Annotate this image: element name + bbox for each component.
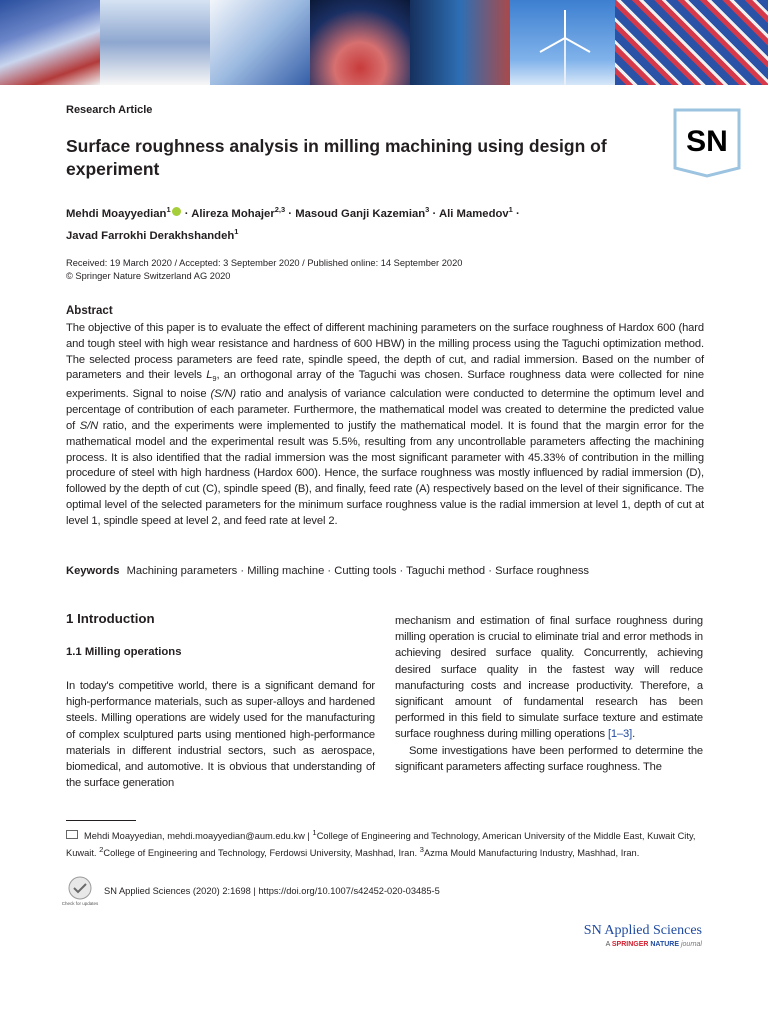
banner-image-4 <box>310 0 410 85</box>
journal-name: SN Applied Sciences <box>583 923 702 938</box>
footnote-divider <box>66 820 136 821</box>
envelope-icon <box>66 830 78 839</box>
article-type: Research Article <box>66 104 153 116</box>
paragraph-1: mechanism and estimation of final surface roughness during milling operation is crucial to eliminate trial and error methods in achieving desired surface quality. Concurrently, achieving desired surface quality in the fastest way will reduce manufacturing costs and increase productivity. Therefore, a significant amount of fundamental research has been performed in this field to simulate surface texture and estimate surface roughness during milling operations [1–3]. <box>395 615 703 741</box>
banner-image-3 <box>210 0 310 85</box>
author-separator: · <box>285 207 296 220</box>
publication-dates <box>66 257 462 283</box>
check-for-updates-label: Check for updates <box>61 901 99 906</box>
abstract-heading: Abstract <box>66 305 113 317</box>
banner-image-5 <box>410 0 510 85</box>
springer-label: SPRINGER <box>611 941 649 948</box>
author-name[interactable]: Alireza Mohajer <box>191 207 275 220</box>
author-name[interactable]: Javad Farrokhi Derakhshandeh <box>66 229 235 242</box>
header-banner <box>0 0 768 85</box>
keywords-label: Keywords <box>66 565 120 577</box>
taguchi-L: L <box>206 369 213 382</box>
author-footnote: Mehdi Moayyedian, mehdi.moayyedian@aum.edu.kw | $^1$College of Engineering and Technology, American University of the Middle East, Kuwait City, Kuwait. $^2$College of Engineering and Technology, Ferdowsi University, Mashhad, Iran. $^3$Azma Mould Manufacturing Industry, Mashhad, Iran. <box>66 828 696 859</box>
nature-label: NATURE <box>650 941 680 948</box>
author-affiliation: 1 <box>234 226 239 236</box>
article-title: Surface roughness analysis in milling machining using design of experiment <box>66 136 607 179</box>
svg-text:SN: SN <box>686 125 728 158</box>
section-heading-introduction: 1 Introduction <box>66 611 155 626</box>
wind-turbine-icon <box>530 8 600 85</box>
banner-image-7 <box>615 0 768 85</box>
sn-journal-logo <box>673 108 741 176</box>
body-column-left: In today's competitive world, there is a significant demand for high-performance materials, such as super-alloys and hardened steels. Milling operations are widely used for the manufacturing of complex sculptured parts using mentioned high-performance materials in different industrial sectors, such as aerospace, biomedical, and automotive. It is obvious that understanding of the surface generation <box>66 680 375 790</box>
author-affiliation: 1 <box>166 205 171 214</box>
abstract-body: The objective of this paper is to evaluate the effect of different machining parameters on the surface roughness of Hardox 600 (hard and tough steel with high wear resistance and hardness of 600 HBW) in the milling process using the Taguchi optimization method. The selected process parameters are feed rate, spindle speed, the depth of cut, and radial immersion. Based on the number of parameters and their levels $L_9$, an orthogonal array of the Taguchi was chosen. Surface roughness data were collected for nine experiments. Signal to noise (S/N) ratio and analysis of variance calculation were conducted to determine the optimum level and percentage of contribution of each parameter. Furthermore, the mathematical model was created to determine the predicted value of S/N ratio, and the experiments were implemented to justify the mathematical model. It is found that the margin error for the mathematical model and the experimental result was 5.5%, resulting from any uncontrollable parameters affecting the machining process. It is also identified that the radial immersion was the most significant parameter with 45.33% of contribution in the milling procedure of steel with high hardness (Hardox 600). Hence, the surface roughness was mostly influenced by radial immersion (D), followed by the depth of cut (C), spindle speed (B), and finally, feed rate (A) respectively based on the level of their significance. The optimal level of the selected parameters for the minimum surface roughness value is the radial immersion at level 1, depth of cut at level 1, spindle speed at level 2, and feed rate at level 2. <box>66 322 704 527</box>
keywords-list: Machining parameters · Milling machine · Cutting tools · Taguchi method · Surface roughness <box>126 565 590 577</box>
orcid-icon[interactable] <box>172 207 181 216</box>
citation-line[interactable]: SN Applied Sciences (2020) 2:1698 | https://doi.org/10.1007/s42452-020-03485-5 <box>104 886 440 896</box>
author-affiliation: 3 <box>425 205 430 214</box>
author-separator: · <box>181 207 192 220</box>
body-column-right <box>395 613 703 775</box>
publisher-line: A SPRINGER NATURE journal <box>605 941 702 948</box>
copyright-line: © Springer Nature Switzerland AG 2020 <box>66 271 231 281</box>
author-separator: · <box>429 207 439 220</box>
author-separator: · <box>512 207 520 220</box>
banner-image-2 <box>100 0 210 85</box>
author-name[interactable]: Mehdi Moayyedian <box>66 207 167 220</box>
keywords <box>66 565 706 577</box>
author-name[interactable]: Masoud Ganji Kazemian <box>295 207 426 220</box>
paragraph-2: Some investigations have been performed to determine the significant parameters affecting surface roughness. The <box>395 744 703 773</box>
author-affiliation: 2,3 <box>274 205 286 214</box>
check-for-updates-icon[interactable] <box>61 876 99 910</box>
dates-line: Received: 19 March 2020 / Accepted: 3 September 2020 / Published online: 14 September 2020 <box>66 258 463 268</box>
author-affiliation: 1 <box>508 205 513 214</box>
banner-image-1 <box>0 0 100 85</box>
author-list <box>66 201 626 245</box>
citation-link[interactable]: [1–3] <box>607 728 633 741</box>
subsection-heading-milling: 1.1 Milling operations <box>66 646 182 658</box>
author-name[interactable]: Ali Mamedov <box>438 207 509 220</box>
